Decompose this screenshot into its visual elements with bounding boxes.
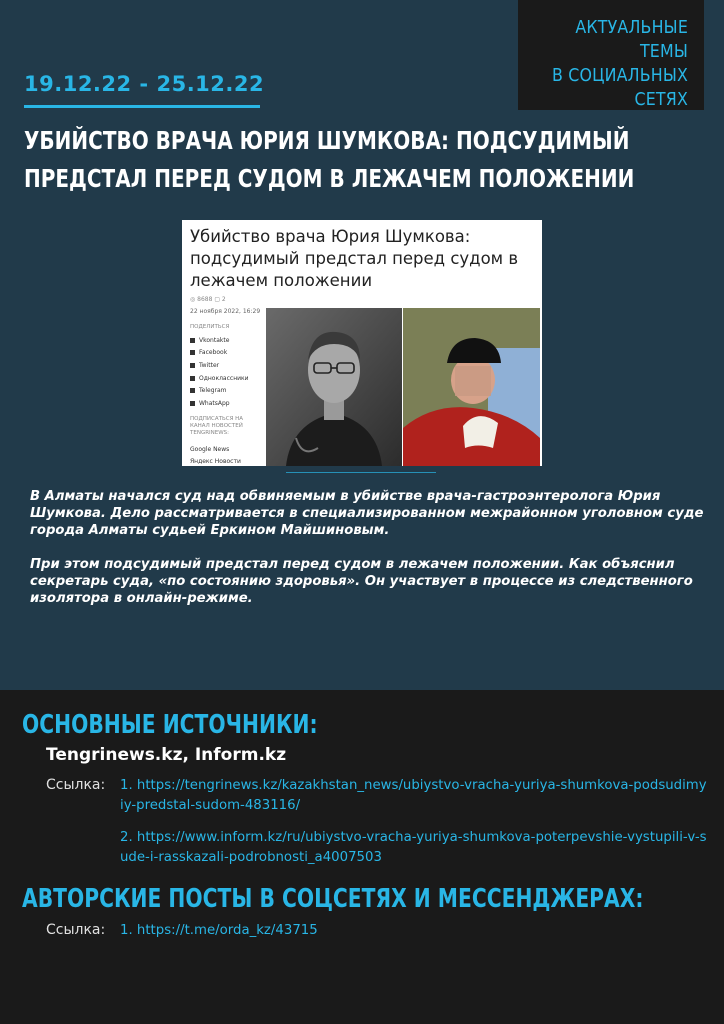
ok-icon — [190, 376, 195, 381]
subscribe-text: ПОДПИСАТЬСЯ НА КАНАЛ НОВОСТЕЙ TENGRINEWS: — [190, 416, 244, 436]
article-meta: ◎ 8688 ▢ 2 — [190, 296, 226, 303]
defendant-portrait-icon — [403, 308, 540, 466]
source-link-1[interactable]: 1. https://tengrinews.kz/kazakhstan_news/ubiystvo-vracha-yuriya-shumkova-podsudimyiy-predstal-sudom-483116/ — [120, 778, 707, 813]
defendant-photo — [403, 308, 540, 466]
share-list — [190, 334, 249, 410]
article-body — [30, 488, 710, 624]
headline: УБИЙСТВО ВРАЧА ЮРИЯ ШУМКОВА: ПОДСУДИМЫЙ ПРЕДСТАЛ ПЕРЕД СУДОМ В ЛЕЖАЧЕМ ПОЛОЖЕНИИ — [24, 126, 635, 193]
facebook-icon — [190, 350, 195, 355]
source-link-2[interactable]: 2. https://www.inform.kz/ru/ubiystvo-vracha-yuriya-shumkova-poterpevshie-vystupili-v-sude-i-rasskazali-podrobnosti_a4007503 — [120, 830, 707, 865]
share-title: ПОДЕЛИТЬСЯ — [190, 324, 230, 330]
article-title: Убийство врача Юрия Шумкова: подсудимый предстал перед судом в лежачем положении — [190, 227, 519, 290]
body-paragraph-2: При этом подсудимый предстал перед судом в лежачем положении. Как объяснил секретарь суда, «по состоянию здоровья». Он участвует в процессе из следственного изолятора в онлайн-режиме. — [30, 557, 693, 606]
body-paragraph-1: В Алматы начался суд над обвиняемым в убийстве врача-гастроэнтеролога Юрия Шумкова. Дело рассматривается в специализированном межрайонном уголовном суде города Алматы судьей Еркином Майшиновым. — [30, 489, 704, 538]
victim-photo — [266, 308, 402, 466]
posts-heading: АВТОРСКИЕ ПОСТЫ В СОЦСЕТЯХ И МЕССЕНДЖЕРАХ: — [22, 884, 644, 914]
article-screenshot — [182, 220, 542, 466]
telegram-icon — [190, 388, 195, 393]
share-item: Twitter — [190, 359, 249, 372]
article-date: 22 ноября 2022, 16:29 — [190, 308, 261, 315]
google-news: Google News — [190, 446, 230, 453]
sources-heading: ОСНОВНЫЕ ИСТОЧНИКИ: — [22, 710, 318, 740]
date-range: 19.12.22 - 25.12.22 — [24, 72, 265, 96]
twitter-icon — [190, 363, 195, 368]
doctor-portrait-icon — [266, 308, 402, 466]
share-item: Telegram — [190, 384, 249, 397]
whatsapp-icon — [190, 401, 195, 406]
share-item: Vkontakte — [190, 334, 249, 347]
posts-link-label: Ссылка: — [46, 922, 106, 938]
post-link-1[interactable]: 1. https://t.me/orda_kz/43715 — [120, 923, 318, 938]
share-item: WhatsApp — [190, 397, 249, 410]
sources-link-label: Ссылка: — [46, 777, 106, 793]
date-underline — [24, 105, 260, 108]
divider-line — [286, 472, 436, 473]
share-item: Одноклассники — [190, 372, 249, 385]
badge-line-1: АКТУАЛЬНЫЕ ТЕМЫ — [575, 17, 688, 62]
badge-line-3: СЕТЯХ — [634, 89, 688, 110]
yandex-news: Яндекс Новости — [190, 458, 241, 465]
share-item: Facebook — [190, 347, 249, 360]
vk-icon — [190, 338, 195, 343]
topic-badge — [518, 0, 704, 110]
sources-names: Tengrinews.kz, Inform.kz — [46, 745, 287, 765]
badge-line-2: В СОЦИАЛЬНЫХ — [551, 65, 688, 86]
